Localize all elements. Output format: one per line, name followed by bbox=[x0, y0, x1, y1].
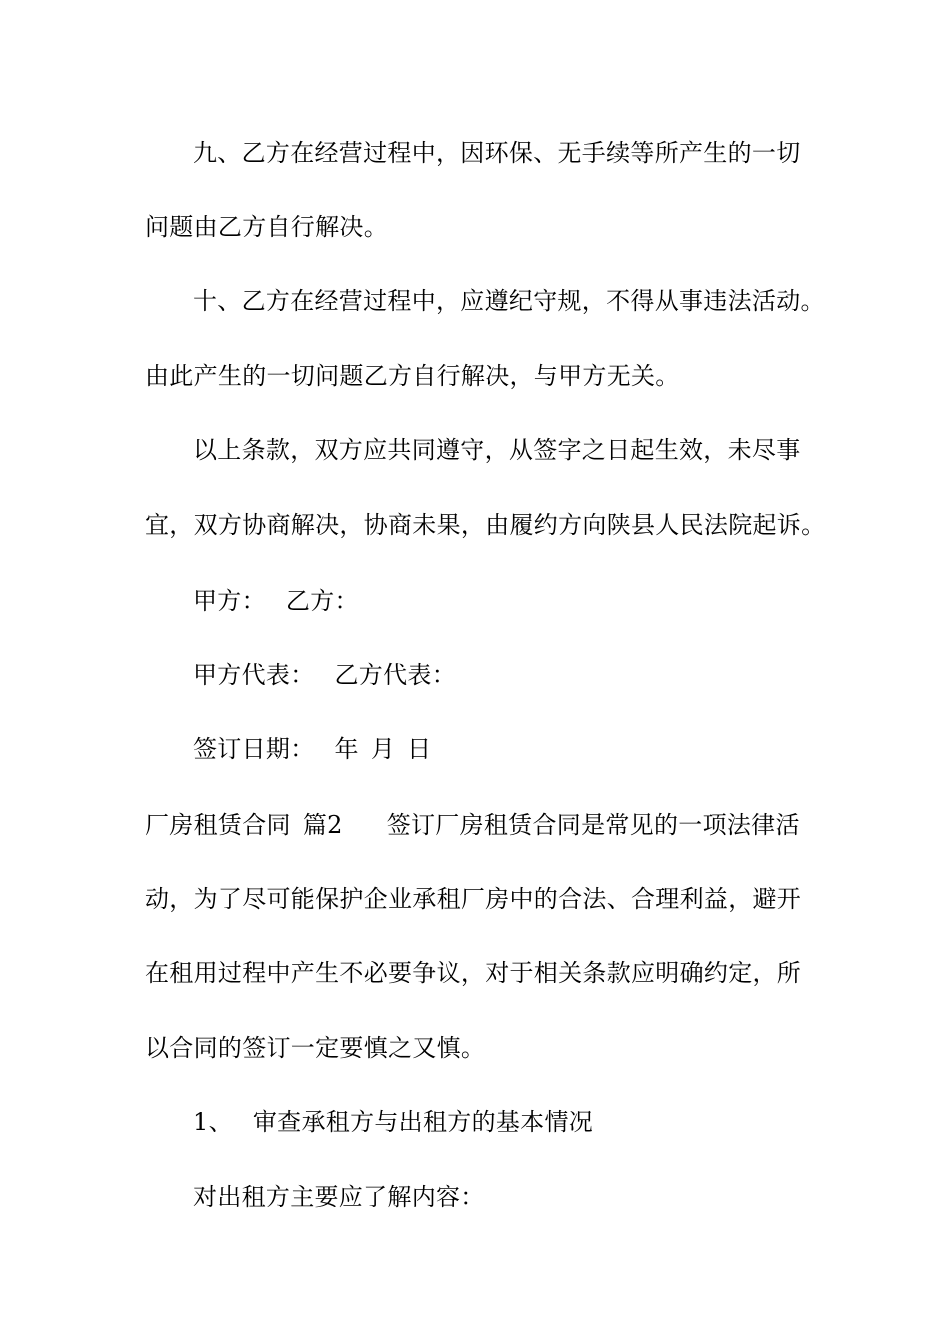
section2-line3: 在租用过程中产生不必要争议，对于相关条款应明确约定，所 bbox=[145, 959, 802, 987]
signature-representatives bbox=[193, 660, 456, 690]
para9-line1: 九、乙方在经营过程中，因环保、无手续等所产生的一切 bbox=[193, 139, 801, 167]
para10-line1: 十、乙方在经营过程中，应遵纪守规，不得从事违法活动。 bbox=[193, 287, 825, 315]
date-year: 年 bbox=[334, 735, 359, 763]
party-b-label: 乙方： bbox=[285, 587, 359, 615]
section2-line2: 动，为了尽可能保护企业承租厂房中的合法、合理利益，避开 bbox=[145, 885, 802, 913]
section2-number: 篇2 bbox=[302, 811, 343, 839]
item1-subheading: 对出租方主要应了解内容： bbox=[193, 1183, 485, 1211]
signature-parties bbox=[193, 586, 359, 616]
rep-b-label: 乙方代表： bbox=[334, 661, 456, 689]
terms-line2: 宜，双方协商解决，协商未果，由履约方向陕县人民法院起诉。 bbox=[145, 511, 826, 539]
section2-line1: 签订厂房租赁合同是常见的一项法律活 bbox=[386, 811, 800, 839]
date-label: 签订日期： bbox=[193, 735, 315, 763]
section2-line4: 以合同的签订一定要慎之又慎。 bbox=[145, 1034, 486, 1062]
item1-text: 审查承租方与出租方的基本情况 bbox=[252, 1108, 594, 1136]
terms-line1: 以上条款，双方应共同遵守，从签字之日起生效，未尽事 bbox=[193, 436, 801, 464]
date-month: 月 bbox=[370, 735, 396, 763]
item1-number: 1、 bbox=[193, 1108, 233, 1136]
signature-date bbox=[193, 734, 431, 764]
section2-heading bbox=[145, 810, 800, 840]
item1-heading bbox=[193, 1107, 593, 1137]
date-day: 日 bbox=[407, 735, 432, 763]
para9-line2: 问题由乙方自行解决。 bbox=[145, 213, 388, 241]
party-a-label: 甲方： bbox=[193, 587, 266, 615]
para10-line2: 由此产生的一切问题乙方自行解决，与甲方无关。 bbox=[145, 362, 680, 390]
section2-title: 厂房租赁合同 bbox=[145, 811, 291, 839]
rep-a-label: 甲方代表： bbox=[193, 661, 315, 689]
